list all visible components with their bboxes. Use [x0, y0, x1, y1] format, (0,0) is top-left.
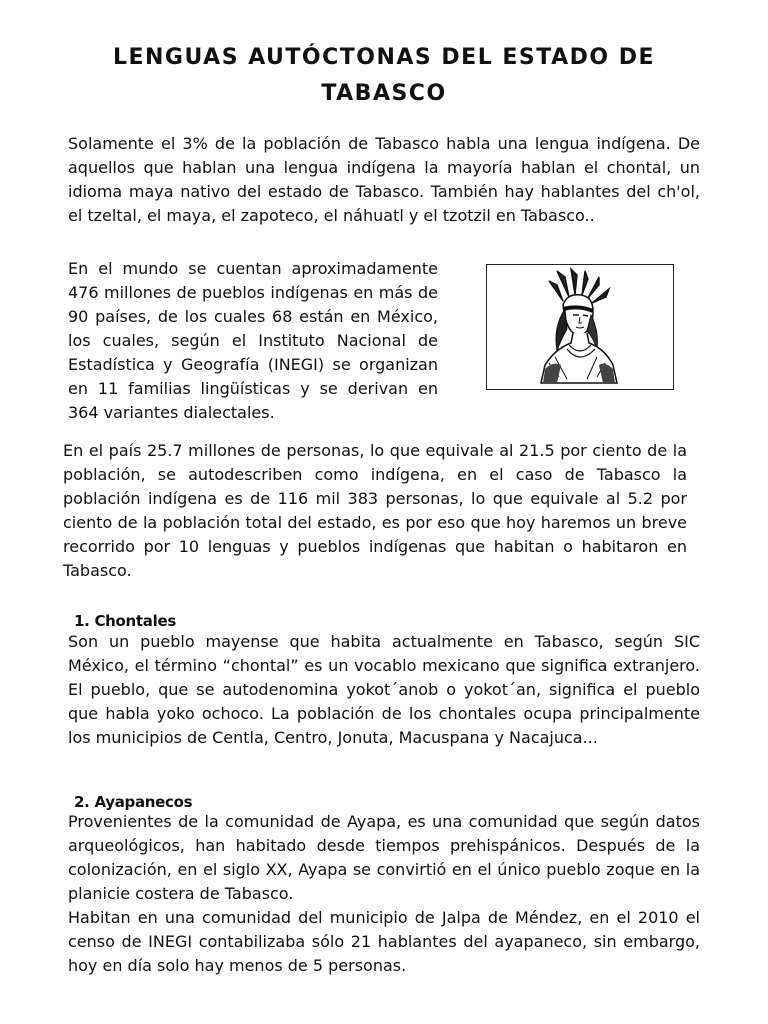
world-indigenous-paragraph: En el mundo se cuentan aproximadamente 476 millones de pueblos indígenas en más de 90 países, de los cuales 68 están en México, los cuales, según el Instituto Nacional de Estadística y Geografía (INEGI) se organizan en 11 familias lingüísticas y se derivan en 364 variantes dialectales.: [68, 259, 438, 422]
section-1-text: Son un pueblo mayense que habita actualmente en Tabasco, según SIC México, el término “chontal” es un vocablo mexicano que significa extranjero. El pueblo, que se autodenomina yokot´anob o yokot´an, significa el pueblo que habla yoko ochoco. La población de los chontales ocupa principalmente los municipios de Centla, Centro, Jonuta, Macuspana y Nacajuca...: [68, 632, 700, 747]
intro-paragraph: Solamente el 3% de la población de Tabasco habla una lengua indígena. De aquellos que hablan una lengua indígena la mayoría hablan el chontal, un idioma maya nativo del estado de Tabasco. También hay hablantes del ch'ol, el tzeltal, el maya, el zapoteco, el náhuatl y el tzotzil en Tabasco..: [68, 134, 700, 225]
page-title: LENGUAS AUTÓCTONAS DEL ESTADO DE TABASCO: [112, 45, 656, 106]
section-2-body: [68, 810, 700, 978]
section-2-text-2: Habitan en una comunidad del municipio de Jalpa de Méndez, en el 2010 el censo de INEGI contabilizaba sólo 21 hablantes del ayapaneco, sin embargo, hoy en día solo hay menos de 5 personas.: [68, 908, 700, 975]
chief-drawing-icon: [487, 265, 673, 389]
section-1-heading: 1. Chontales: [74, 612, 176, 630]
section-2-text-1: Provenientes de la comunidad de Ayapa, es una comunidad que según datos arqueológicos, han habitado desde tiempos prehispánicos. Después de la colonización, en el siglo XX, Ayapa se convirtió en el único pueblo zoque en la planicie costera de Tabasco.: [68, 812, 700, 903]
indigenous-chief-illustration: [486, 264, 674, 390]
national-statistics-paragraph: En el país 25.7 millones de personas, lo que equivale al 21.5 por ciento de la población, se autodescriben como indígena, en el caso de Tabasco la población indígena es de 116 mil 383 personas, lo que equivale al 5.2 por ciento de la población total del estado, es por eso que hoy haremos un breve recorrido por 10 lenguas y pueblos indígenas que habitan o habitaron en Tabasco.: [63, 441, 687, 580]
section-2-heading: 2. Ayapanecos: [74, 793, 193, 811]
